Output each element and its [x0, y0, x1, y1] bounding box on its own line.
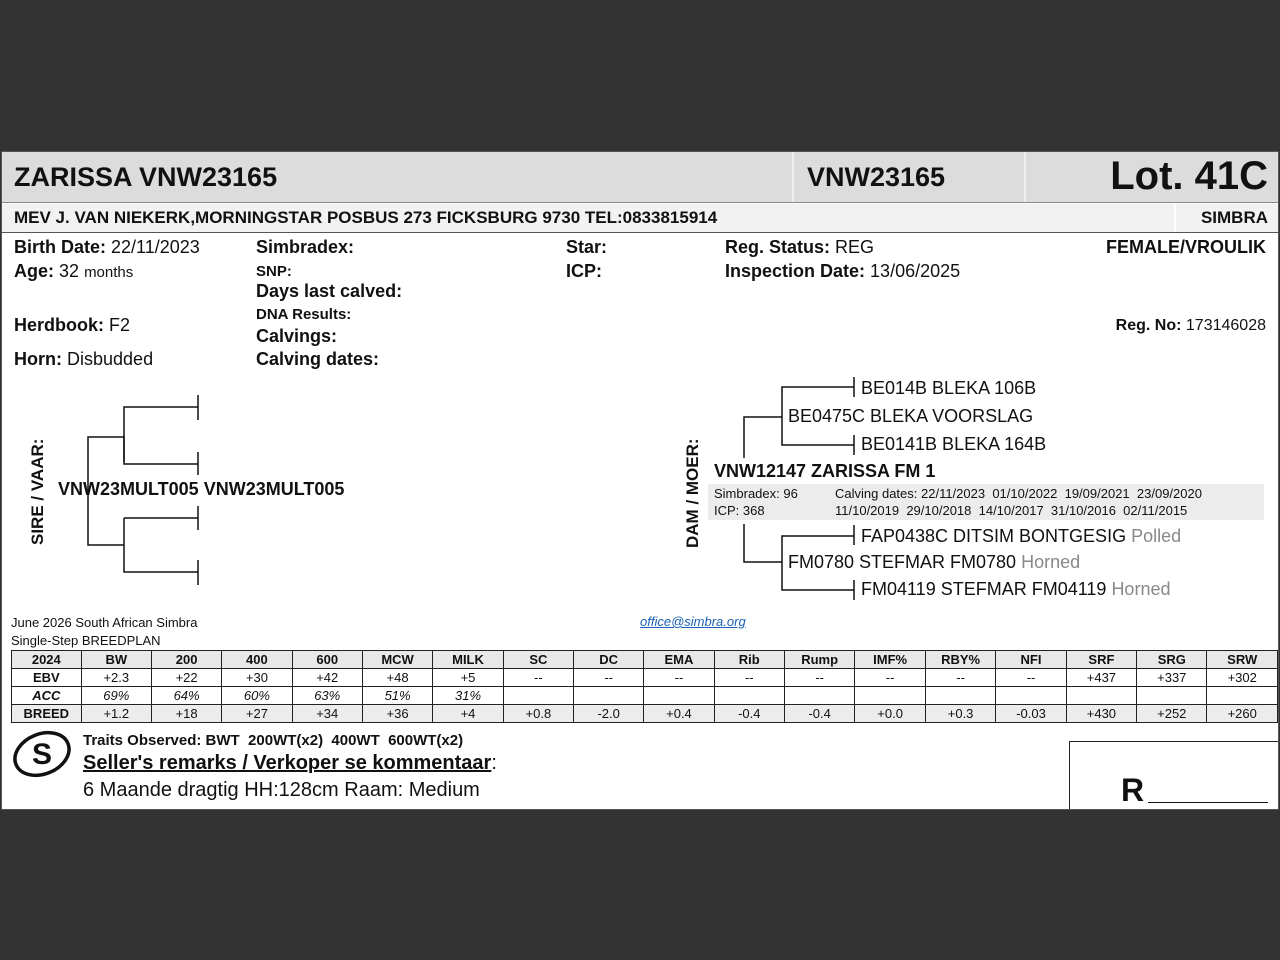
sire-title: SIRE / VAAR:	[28, 438, 47, 545]
table-cell: +18	[151, 705, 221, 723]
dam-sire-dam: BE0141B BLEKA 164B	[861, 434, 1047, 454]
dam-dam-sire-horn: Polled	[1131, 526, 1182, 546]
table-header-row	[12, 651, 1278, 669]
dam-icp: ICP: 368	[714, 503, 765, 518]
table-cell	[714, 687, 784, 705]
table-cell: --	[644, 669, 714, 687]
herdbook-label: Herdbook:	[14, 315, 104, 335]
dam-sire-sire: BE014B BLEKA 106B	[861, 378, 1037, 398]
price-line	[1148, 802, 1268, 803]
days-last-calved-label: Days last calved:	[256, 281, 403, 301]
table-cell: +437	[1066, 669, 1136, 687]
table-cell: -0.03	[996, 705, 1066, 723]
age-label: Age:	[14, 261, 54, 281]
dam-dam-sire-name: FAP0438C DITSIM BONTGESIG	[861, 526, 1127, 546]
ebv-table	[11, 650, 1278, 723]
table-cell: +48	[362, 669, 432, 687]
table-row-breed	[12, 705, 1278, 723]
table-cell: +22	[151, 669, 221, 687]
table-cell: --	[714, 669, 784, 687]
age-value: 32	[59, 261, 80, 281]
table-cell: +5	[433, 669, 503, 687]
table-cell: MILK	[433, 651, 503, 669]
table-cell: SRF	[1066, 651, 1136, 669]
table-cell	[1137, 687, 1207, 705]
price-label: R	[1121, 772, 1145, 808]
office-email-link[interactable]: office@simbra.org	[640, 614, 746, 629]
sire-name: VNW23MULT005 VNW23MULT005	[58, 479, 345, 499]
inspection-label: Inspection Date:	[725, 261, 866, 281]
simbradex-label: Simbradex:	[256, 237, 355, 257]
dna-results-label: DNA Results:	[256, 306, 352, 323]
seller-remarks: 6 Maande dragtig HH:128cm Raam: Medium	[83, 779, 480, 801]
icp-label: ICP:	[566, 261, 602, 281]
owner-details: MEV J. VAN NIEKERK,MORNINGSTAR POSBUS 273 FICKSBURG 9730 TEL:0833815914	[14, 208, 718, 227]
table-cell: Rump	[784, 651, 854, 669]
table-cell: --	[925, 669, 996, 687]
dam-name: VNW12147 ZARISSA FM 1	[714, 461, 936, 481]
table-cell: +4	[433, 705, 503, 723]
table-cell: +34	[292, 705, 362, 723]
reg-number-label: Reg. No:	[1115, 317, 1182, 334]
dam-dam-dam	[861, 579, 1170, 600]
table-cell	[574, 687, 644, 705]
row-label: 2024	[12, 651, 82, 669]
table-cell: --	[996, 669, 1066, 687]
simbra-logo-icon	[10, 726, 78, 782]
table-cell: +0.4	[644, 705, 714, 723]
table-cell: +1.2	[81, 705, 151, 723]
calvings-label: Calvings:	[256, 326, 338, 346]
table-cell: --	[855, 669, 925, 687]
table-cell: DC	[574, 651, 644, 669]
table-cell: SC	[503, 651, 573, 669]
star-label: Star:	[566, 237, 608, 257]
logo-letter: S	[31, 738, 53, 771]
table-row-ebv	[12, 669, 1278, 687]
age-unit: months	[84, 264, 134, 281]
lot-card	[1, 151, 1279, 810]
table-cell: NFI	[996, 651, 1066, 669]
table-cell: SRG	[1137, 651, 1207, 669]
inspection-value: 13/06/2025	[870, 261, 961, 281]
table-cell: BW	[81, 651, 151, 669]
table-cell: +252	[1137, 705, 1207, 723]
table-cell: -0.4	[714, 705, 784, 723]
table-cell: 200	[151, 651, 221, 669]
table-cell: +0.0	[855, 705, 925, 723]
table-cell: 31%	[433, 687, 503, 705]
table-cell: 400	[222, 651, 292, 669]
table-cell	[1207, 687, 1278, 705]
remarks-title: Seller's remarks / Verkoper se kommentaar	[83, 752, 492, 774]
table-cell: +27	[222, 705, 292, 723]
herdbook-value: F2	[109, 315, 131, 335]
breedplan-line1: June 2026 South African Simbra	[11, 615, 198, 630]
table-cell: RBY%	[925, 651, 996, 669]
table-cell: MCW	[362, 651, 432, 669]
table-cell: 63%	[292, 687, 362, 705]
reg-number-value: 173146028	[1185, 317, 1266, 334]
table-cell: --	[574, 669, 644, 687]
table-cell: +260	[1207, 705, 1278, 723]
calving-dates-label: Calving dates:	[256, 349, 380, 369]
dam-dam	[788, 552, 1080, 573]
table-cell: +430	[1066, 705, 1136, 723]
table-cell: 64%	[151, 687, 221, 705]
horn-label: Horn:	[14, 349, 62, 369]
table-cell: 60%	[222, 687, 292, 705]
row-label: BREED	[12, 705, 82, 723]
table-cell	[996, 687, 1066, 705]
table-cell: --	[503, 669, 573, 687]
reg-status-label: Reg. Status:	[725, 237, 831, 257]
registration-id: VNW23165	[807, 162, 946, 192]
dam-dam-dam-name: FM04119 STEFMAR FM04119	[861, 579, 1107, 599]
traits-observed: Traits Observed: BWT 200WT(x2) 400WT 600WT(x2)	[83, 732, 464, 749]
price-box	[1069, 741, 1279, 810]
dam-calving-dates-1: Calving dates: 22/11/2023 01/10/2022 19/09/2021 23/09/2020	[835, 486, 1202, 501]
horn-value: Disbudded	[67, 349, 154, 369]
remarks-heading	[83, 752, 497, 775]
table-cell: +0.3	[925, 705, 996, 723]
breed-name: SIMBRA	[1200, 208, 1268, 227]
birth-date-label: Birth Date:	[14, 237, 107, 257]
row-label: ACC	[12, 687, 82, 705]
table-cell: +337	[1137, 669, 1207, 687]
remarks-colon: :	[491, 752, 497, 774]
table-cell	[925, 687, 996, 705]
breedplan-line2: Single-Step BREEDPLAN	[11, 633, 161, 648]
table-cell: +42	[292, 669, 362, 687]
dam-calving-dates-2: 11/10/2019 29/10/2018 14/10/2017 31/10/2016 02/11/2015	[835, 503, 1188, 518]
table-cell: 51%	[362, 687, 432, 705]
table-cell: -0.4	[784, 705, 854, 723]
animal-name: ZARISSA VNW23165	[14, 162, 278, 192]
table-cell	[503, 687, 573, 705]
table-row-acc	[12, 687, 1278, 705]
table-cell: EMA	[644, 651, 714, 669]
table-cell: +36	[362, 705, 432, 723]
snp-label: SNP:	[256, 263, 292, 280]
table-cell: -2.0	[574, 705, 644, 723]
dam-dam-sire	[861, 526, 1181, 547]
dam-dam-name: FM0780 STEFMAR FM0780	[788, 552, 1017, 572]
dam-simbradex: Simbradex: 96	[714, 486, 798, 501]
table-cell: +0.8	[503, 705, 573, 723]
dam-dam-horn: Horned	[1021, 552, 1081, 572]
table-cell: Rib	[714, 651, 784, 669]
table-cell: --	[784, 669, 854, 687]
table-cell: SRW	[1207, 651, 1278, 669]
table-cell	[784, 687, 854, 705]
table-cell	[1066, 687, 1136, 705]
table-cell: IMF%	[855, 651, 925, 669]
row-label: EBV	[12, 669, 82, 687]
table-cell: +2.3	[81, 669, 151, 687]
table-cell	[855, 687, 925, 705]
table-cell: 69%	[81, 687, 151, 705]
dam-dam-dam-horn: Horned	[1111, 579, 1171, 599]
table-cell	[644, 687, 714, 705]
table-cell: 600	[292, 651, 362, 669]
dam-sire: BE0475C BLEKA VOORSLAG	[788, 406, 1034, 426]
birth-date-value: 22/11/2023	[111, 237, 200, 257]
dam-details-box	[708, 484, 1264, 520]
dam-title: DAM / MOER:	[683, 438, 702, 548]
reg-status-value: REG	[835, 237, 875, 257]
table-cell: +302	[1207, 669, 1278, 687]
table-cell: +30	[222, 669, 292, 687]
lot-number: Lot. 41C	[1110, 154, 1268, 198]
sex: FEMALE/VROULIK	[1106, 237, 1266, 257]
